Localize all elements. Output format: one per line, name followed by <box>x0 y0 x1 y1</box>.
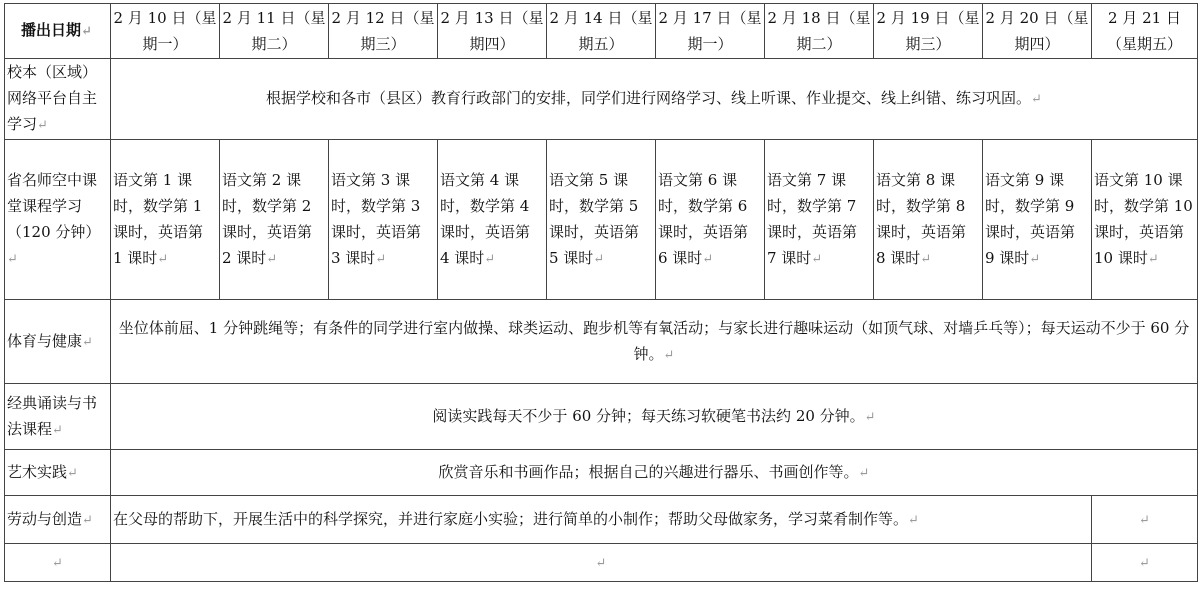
paragraph-mark-icon: ↵ <box>1139 512 1150 528</box>
paragraph-mark-icon: ↵ <box>82 512 93 528</box>
labor-content: 在父母的帮助下，开展生活中的科学探究，并进行家庭小实验；进行简单的小制作；帮助父母做家务，学习菜肴制作等。 <box>113 509 909 528</box>
paragraph-mark-icon: ↵ <box>920 251 932 267</box>
schedule-table <box>4 3 1198 582</box>
row-label-text: 校本（区域）网络平台自主学习 <box>7 63 98 133</box>
lesson-text: 语文第 9 课时，数学第 9 课时，英语第 9 课时 <box>985 170 1076 267</box>
date-label: 2 月 14 日（星期五） <box>549 9 653 53</box>
paragraph-mark-icon: ↵ <box>375 251 387 267</box>
lesson-text: 语文第 6 课时，数学第 6 课时，英语第 6 课时 <box>658 170 749 267</box>
date-cell <box>656 4 765 59</box>
classics-content: 阅读实践每天不少于 60 分钟；每天练习软硬笔书法约 20 分钟。 <box>432 406 865 425</box>
lesson-cell <box>983 140 1092 300</box>
paragraph-mark-icon: ↵ <box>593 251 605 267</box>
date-label: 2 月 20 日（星期四） <box>985 9 1089 53</box>
date-cell <box>220 4 329 59</box>
lesson-cell <box>874 140 983 300</box>
paragraph-mark-icon: ↵ <box>595 555 607 571</box>
lesson-cell <box>220 140 329 300</box>
paragraph-mark-icon: ↵ <box>82 334 93 350</box>
classroom-row <box>5 140 1198 300</box>
empty-label-cell <box>5 544 111 582</box>
lesson-text: 语文第 5 课时，数学第 5 课时，英语第 5 课时 <box>549 170 640 267</box>
classics-row <box>5 384 1198 450</box>
row-label-pe <box>5 300 111 384</box>
row-label-text: 劳动与创造 <box>7 509 83 528</box>
header-row <box>5 4 1198 59</box>
lesson-text: 语文第 1 课时，数学第 1 课时，英语第 1 课时 <box>113 170 204 267</box>
row-label-text: 艺术实践 <box>7 462 68 481</box>
row-label-classics <box>5 384 111 450</box>
art-row <box>5 450 1198 496</box>
lesson-cell <box>329 140 438 300</box>
network-content-cell <box>111 59 1198 140</box>
paragraph-mark-icon: ↵ <box>1139 555 1150 571</box>
paragraph-mark-icon: ↵ <box>67 465 78 481</box>
empty-content-cell <box>111 544 1092 582</box>
labor-row <box>5 496 1198 544</box>
lesson-text: 语文第 3 课时，数学第 3 课时，英语第 3 课时 <box>331 170 422 267</box>
empty-end-cell <box>1092 544 1198 582</box>
network-content: 根据学校和各市（县区）教育行政部门的安排，同学们进行网络学习、线上听课、作业提交、线上纠错、练习巩固。 <box>266 89 1032 107</box>
date-cell <box>765 4 874 59</box>
date-cell <box>547 4 656 59</box>
paragraph-mark-icon: ↵ <box>37 118 48 133</box>
date-label: 2 月 18 日（星期二） <box>767 9 871 53</box>
date-cell <box>983 4 1092 59</box>
date-label: 2 月 11 日（星期二） <box>222 9 326 53</box>
lesson-text: 语文第 7 课时，数学第 7 课时，英语第 7 课时 <box>767 170 858 267</box>
row-label-network <box>5 59 111 140</box>
date-cell <box>111 4 220 59</box>
row-label-classroom <box>5 140 111 300</box>
lesson-cell <box>1092 140 1198 300</box>
labor-content-cell <box>111 496 1092 544</box>
lesson-text: 语文第 4 课时，数学第 4 课时，英语第 4 课时 <box>440 170 531 267</box>
network-row <box>5 59 1198 140</box>
header-label-cell <box>5 4 111 59</box>
row-label-text: 经典诵读与书法课程 <box>7 393 98 438</box>
paragraph-mark-icon: ↵ <box>1147 251 1159 267</box>
date-cell <box>438 4 547 59</box>
row-label-labor <box>5 496 111 544</box>
paragraph-mark-icon: ↵ <box>52 555 63 571</box>
paragraph-mark-icon: ↵ <box>864 409 876 425</box>
date-cell <box>874 4 983 59</box>
labor-empty-cell <box>1092 496 1198 544</box>
paragraph-mark-icon: ↵ <box>81 24 92 39</box>
paragraph-mark-icon: ↵ <box>157 251 169 267</box>
paragraph-mark-icon: ↵ <box>1029 251 1041 267</box>
row-label-art <box>5 450 111 496</box>
lesson-cell <box>111 140 220 300</box>
paragraph-mark-icon: ↵ <box>266 251 278 267</box>
pe-row <box>5 300 1198 384</box>
lesson-cell <box>765 140 874 300</box>
date-cell <box>329 4 438 59</box>
classics-content-cell <box>111 384 1198 450</box>
row-label-text: 省名师空中课堂课程学习（120 分钟） <box>7 170 101 241</box>
lesson-text: 语文第 10 课时，数学第 10 课时，英语第 10 课时 <box>1094 170 1193 267</box>
pe-content-cell <box>111 300 1198 384</box>
date-label: 2 月 17 日（星期一） <box>658 9 762 53</box>
lesson-cell <box>656 140 765 300</box>
art-content-cell <box>111 450 1198 496</box>
lesson-cell <box>547 140 656 300</box>
paragraph-mark-icon: ↵ <box>484 251 496 267</box>
date-label: 2 月 21 日（星期五） <box>1106 9 1182 53</box>
date-label: 2 月 13 日（星期四） <box>440 9 544 53</box>
art-content: 欣赏音乐和书画作品；根据自己的兴趣进行器乐、书画创作等。 <box>438 462 859 481</box>
paragraph-mark-icon: ↵ <box>52 422 63 438</box>
paragraph-mark-icon: ↵ <box>7 251 18 267</box>
date-cell <box>1092 4 1198 59</box>
paragraph-mark-icon: ↵ <box>1031 92 1042 107</box>
header-label: 播出日期 <box>21 21 82 39</box>
paragraph-mark-icon: ↵ <box>908 512 919 528</box>
lesson-text: 语文第 8 课时，数学第 8 课时，英语第 8 课时 <box>876 170 967 267</box>
lesson-text: 语文第 2 课时，数学第 2 课时，英语第 2 课时 <box>222 170 313 267</box>
row-label-text: 体育与健康 <box>7 331 83 350</box>
date-label: 2 月 12 日（星期三） <box>331 9 435 53</box>
paragraph-mark-icon: ↵ <box>811 251 823 267</box>
pe-content: 坐位体前屈、1 分钟跳绳等；有条件的同学进行室内做操、球类运动、跑步机等有氧活动；与家长进行趣味运动（如顶气球、对墙乒乓等）；每天运动不少于 60 分钟。 <box>118 318 1190 363</box>
lesson-cell <box>438 140 547 300</box>
paragraph-mark-icon: ↵ <box>702 251 714 267</box>
empty-row <box>5 544 1198 582</box>
paragraph-mark-icon: ↵ <box>663 347 675 363</box>
date-label: 2 月 10 日（星期一） <box>113 9 217 53</box>
paragraph-mark-icon: ↵ <box>858 465 870 481</box>
date-label: 2 月 19 日（星期三） <box>876 9 980 53</box>
